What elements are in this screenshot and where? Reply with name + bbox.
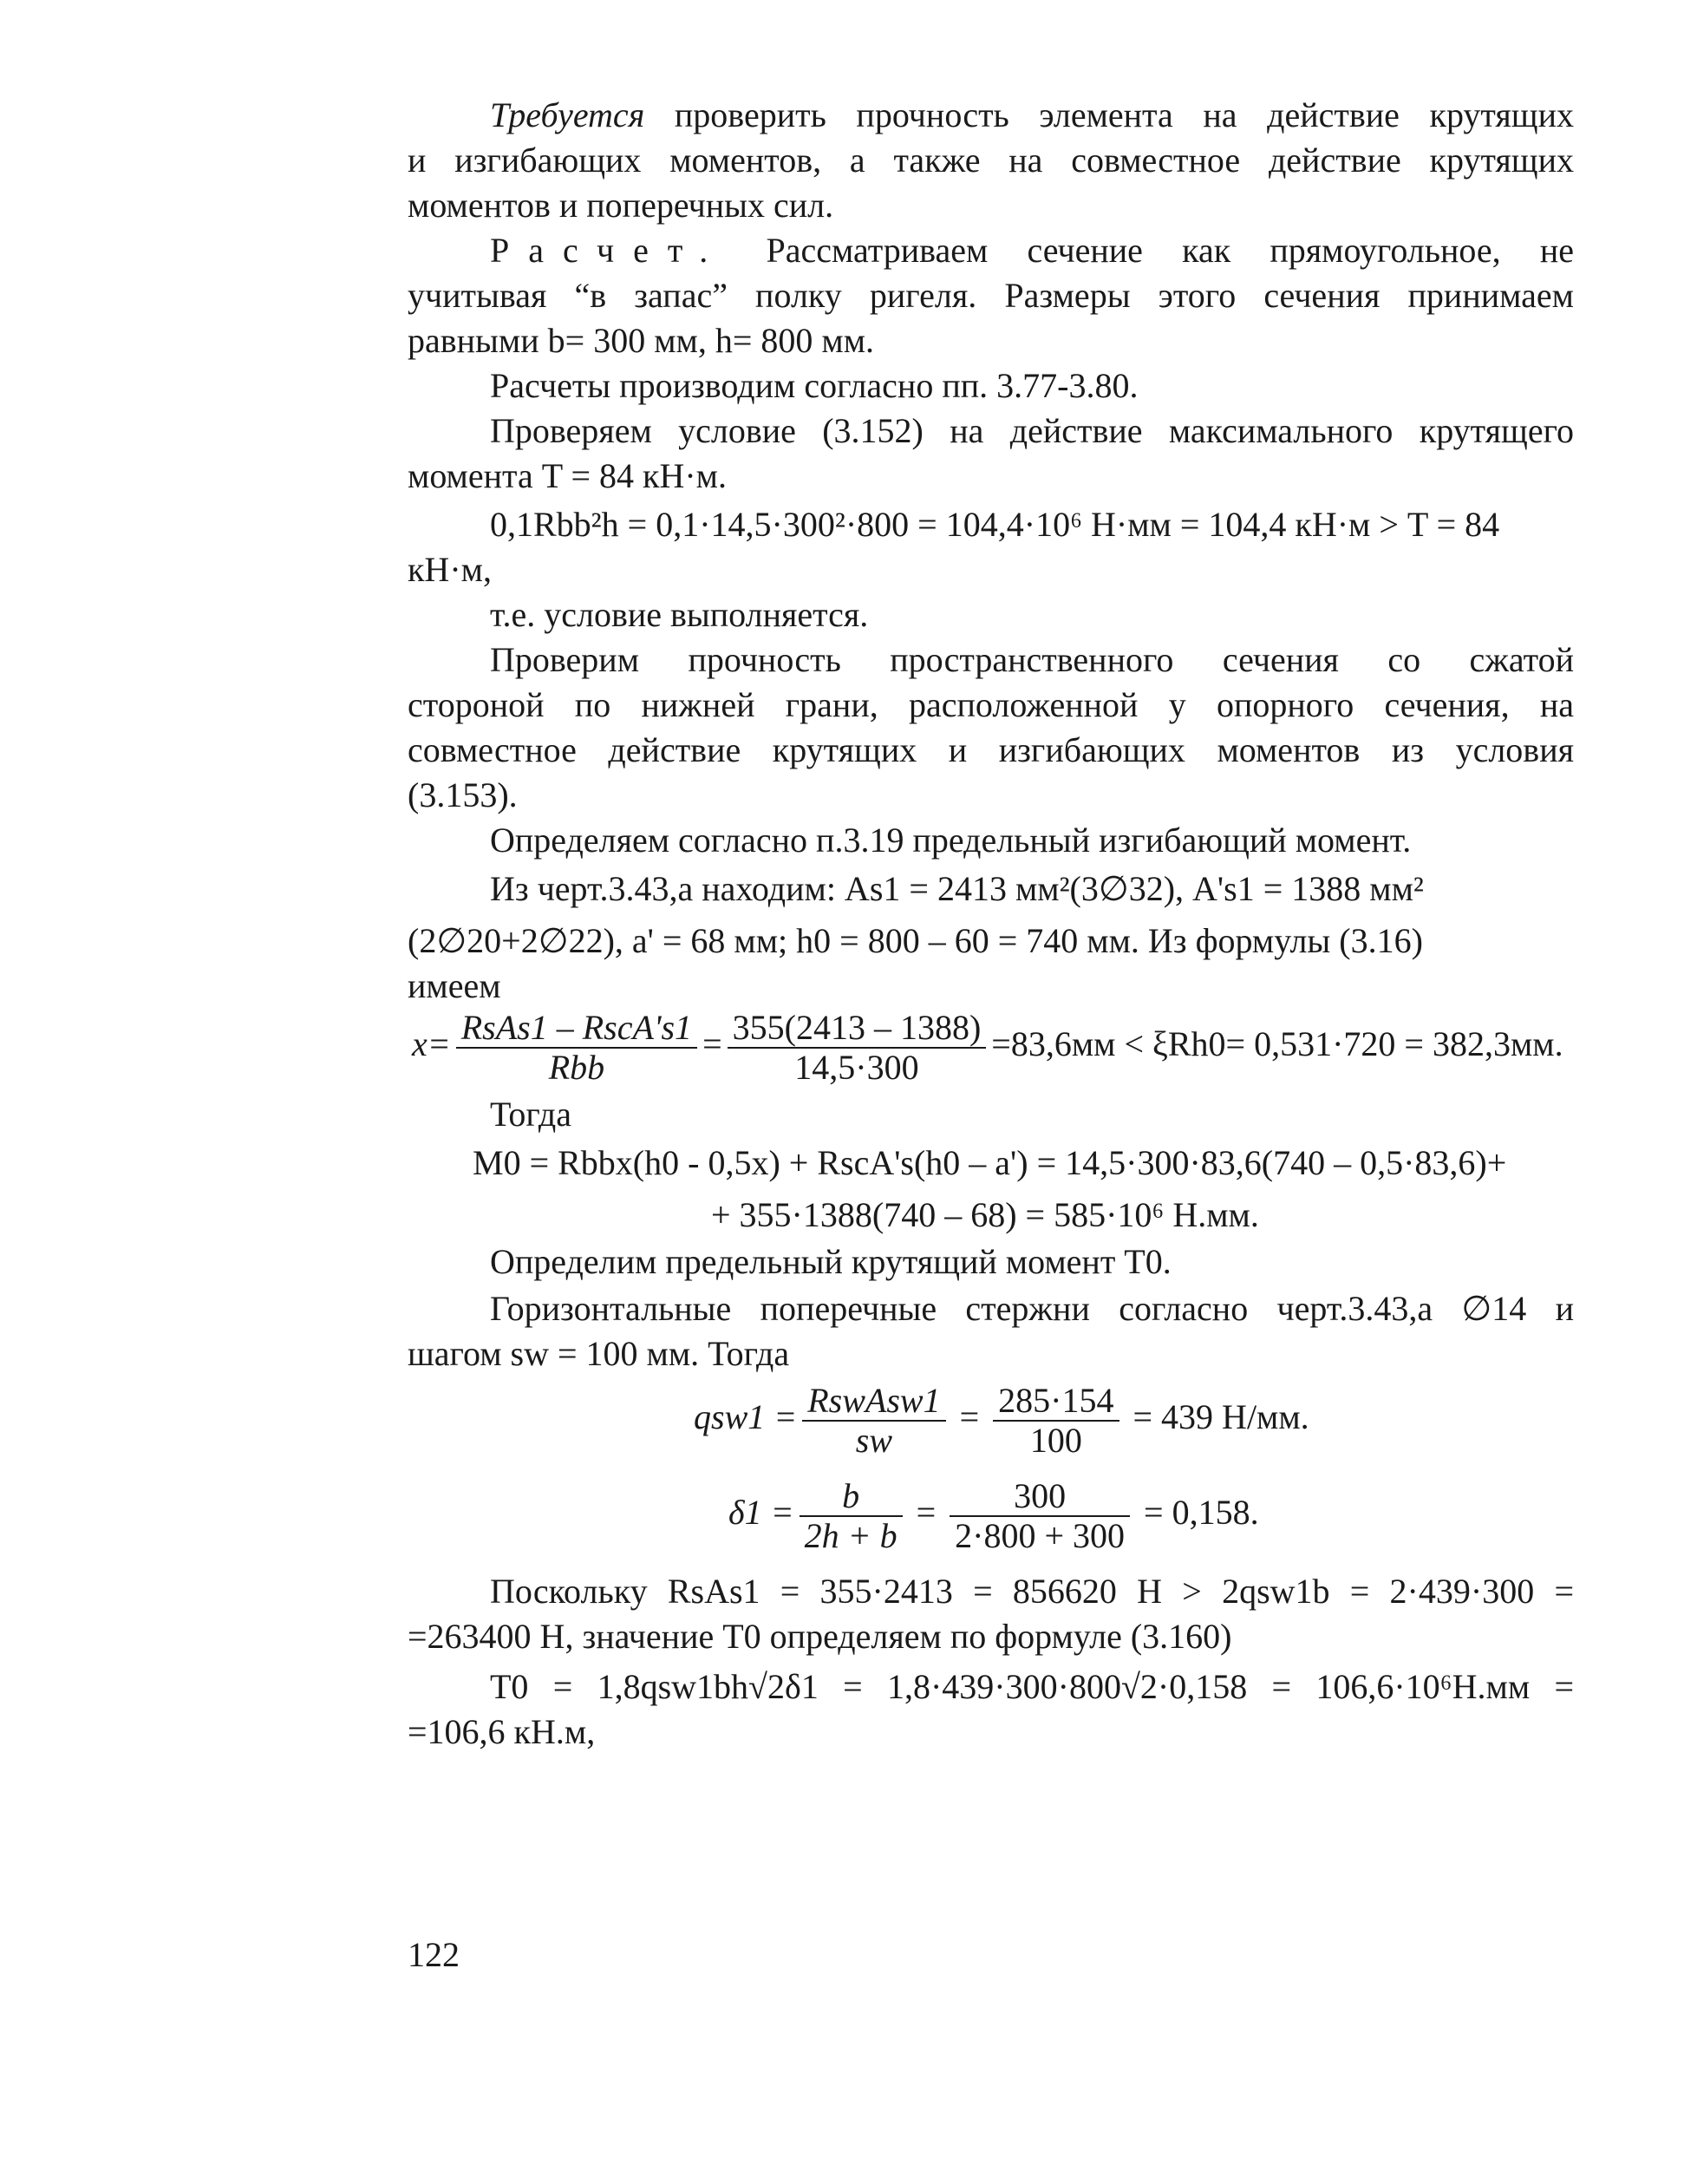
paragraph-check-line2: момента T = 84 кН·м.	[408, 456, 727, 495]
fraction-denominator: 14,5·300	[794, 1047, 919, 1087]
equation-torsion-check-tail: кН·м,	[408, 550, 492, 589]
paragraph-torsion-limit: Определим предельный крутящий момент T0.	[490, 1242, 1172, 1281]
paragraph-requirement-line2: и изгибающих моментов, а также на совместное действие крутящих	[408, 141, 1574, 180]
fraction-denominator: sw	[855, 1420, 893, 1460]
emphasis-requirement: Требуется	[490, 95, 645, 134]
equation-x: x= $\frac{\text{RsAs1 – RscA's1}}{\text{Rbb}}$ = $\frac{355(2413 - 1388)}{14,5\cdot 300}$ =83,6мм < ξRh0= 0,531·720 = 382,3мм.	[412, 1007, 1563, 1087]
equation-m0-line2: + 355·1388(740 – 68) = 585·10⁶ Н.мм.	[711, 1195, 1259, 1234]
fraction-numerator: b	[800, 1477, 903, 1517]
paragraph-stirrups-line2: шагом sw = 100 мм. Тогда	[408, 1334, 790, 1373]
equation-qsw1: qsw1 = $\frac{\text{RswAsw1}}{sw}$ = $\frac{285\cdot 154}{100}$ = 439 Н/мм.	[694, 1380, 1309, 1460]
paragraph-stirrups-line1: Горизонтальные поперечные стержни согласно черт.3.43,а ∅14 и	[490, 1289, 1574, 1328]
text-segment: Рассматриваем сечение как прямоугольное, не	[766, 231, 1574, 270]
paragraph-calculation-line2: учитывая “в запас” полку ригеля. Размеры этого сечения принимаем	[408, 276, 1574, 315]
fraction-numerator: RsAs1 – RscA's1	[456, 1009, 697, 1049]
paragraph-requirement-line1	[490, 94, 1574, 137]
equation-delta1: δ1 = $\frac{b}{2h + b}$ = $\frac{300}{2\cdot 800 + 300}$ = 0,158.	[728, 1475, 1259, 1555]
text-segment: проверить прочность элемента на действие крутящих	[674, 95, 1574, 134]
fraction-qsw1-numeric	[993, 1382, 1119, 1460]
paragraph-drawing-line2: (2∅20+2∅22), a' = 68 мм; h0 = 800 – 60 = 740 мм. Из формулы (3.16)	[408, 921, 1423, 960]
paragraph-check-line1: Проверяем условие (3.152) на действие максимального крутящего	[490, 411, 1574, 450]
equation-qsw1-rhs: = 439 Н/мм.	[1132, 1397, 1309, 1436]
paragraph-spatial-line1: Проверим прочность пространственного сечения со сжатой	[490, 640, 1574, 679]
fraction-delta1-symbolic	[800, 1477, 903, 1555]
fraction-denominator: 2h + b	[804, 1515, 897, 1555]
paragraph-spatial-line3: совместное действие крутящих и изгибающих моментов из условия	[408, 730, 1574, 769]
equation-x-rhs: =83,6мм < ξRh0= 0,531·720 = 382,3мм.	[991, 1024, 1563, 1063]
fraction-x-numeric	[728, 1009, 987, 1087]
paragraph-condition-met: т.е. условие выполняется.	[490, 595, 869, 634]
paragraph-then: Тогда	[490, 1095, 571, 1134]
paragraph-calculation-line1	[490, 229, 1574, 272]
paragraph-spatial-line2: стороной по нижней грани, расположенной у опорного сечения, на	[408, 685, 1574, 724]
paragraph-bending-moment: Определяем согласно п.3.19 предельный изгибающий момент.	[490, 821, 1412, 860]
page-number: 122	[408, 1935, 460, 1974]
paragraph-drawing-line3: имеем	[408, 966, 501, 1005]
paragraph-drawing-line1: Из черт.3.43,а находим: As1 = 2413 мм²(3∅32), A's1 = 1388 мм²	[490, 869, 1424, 908]
equation-t0-line1: T0 = 1,8qsw1bh√2δ1 = 1,8·439·300·800√2·0,158 = 106,6·10⁶Н.мм =	[490, 1667, 1574, 1706]
equation-qsw1-lhs: qsw1 =	[694, 1397, 798, 1436]
equation-delta1-rhs: = 0,158.	[1144, 1493, 1259, 1532]
fraction-numerator: 355(2413 – 1388)	[728, 1009, 987, 1049]
fraction-numerator: 300	[950, 1477, 1130, 1517]
equation-m0-line1: M0 = Rbbx(h0 - 0,5x) + RscA's(h0 – a') = 14,5·300·83,6(740 – 0,5·83,6)+	[473, 1143, 1507, 1182]
equation-x-lhs: x=	[412, 1024, 451, 1063]
fraction-denominator: Rbb	[548, 1047, 605, 1087]
paragraph-since-line1: Поскольку RsAs1 = 355·2413 = 856620 Н > 2qsw1b = 2·439·300 =	[490, 1572, 1574, 1611]
equation-delta1-lhs: δ1 =	[728, 1493, 794, 1532]
paragraph-calculation-line3: равными b= 300 мм, h= 800 мм.	[408, 321, 875, 360]
fraction-numerator: 285·154	[993, 1382, 1119, 1422]
fraction-denominator: 2·800 + 300	[955, 1515, 1126, 1555]
equation-torsion-check: 0,1Rbb²h = 0,1·14,5·300²·800 = 104,4·10⁶ Н·мм = 104,4 кН·м > T = 84	[490, 505, 1500, 544]
fraction-qsw1-symbolic	[802, 1382, 945, 1460]
equation-t0-line2: =106,6 кН.м,	[408, 1712, 596, 1751]
paragraph-spatial-line4: (3.153).	[408, 775, 518, 814]
fraction-x-symbolic	[456, 1009, 697, 1087]
fraction-delta1-numeric	[950, 1477, 1130, 1555]
heading-calculation: Расчет.	[490, 231, 728, 270]
paragraph-requirement-line3: моментов и поперечных сил.	[408, 186, 834, 225]
paragraph-since-line2: =263400 Н, значение T0 определяем по формуле (3.160)	[408, 1617, 1232, 1656]
fraction-numerator: RswAsw1	[802, 1382, 945, 1422]
fraction-denominator: 100	[1029, 1420, 1082, 1460]
paragraph-clauses: Расчеты производим согласно пп. 3.77-3.80.	[490, 366, 1139, 405]
